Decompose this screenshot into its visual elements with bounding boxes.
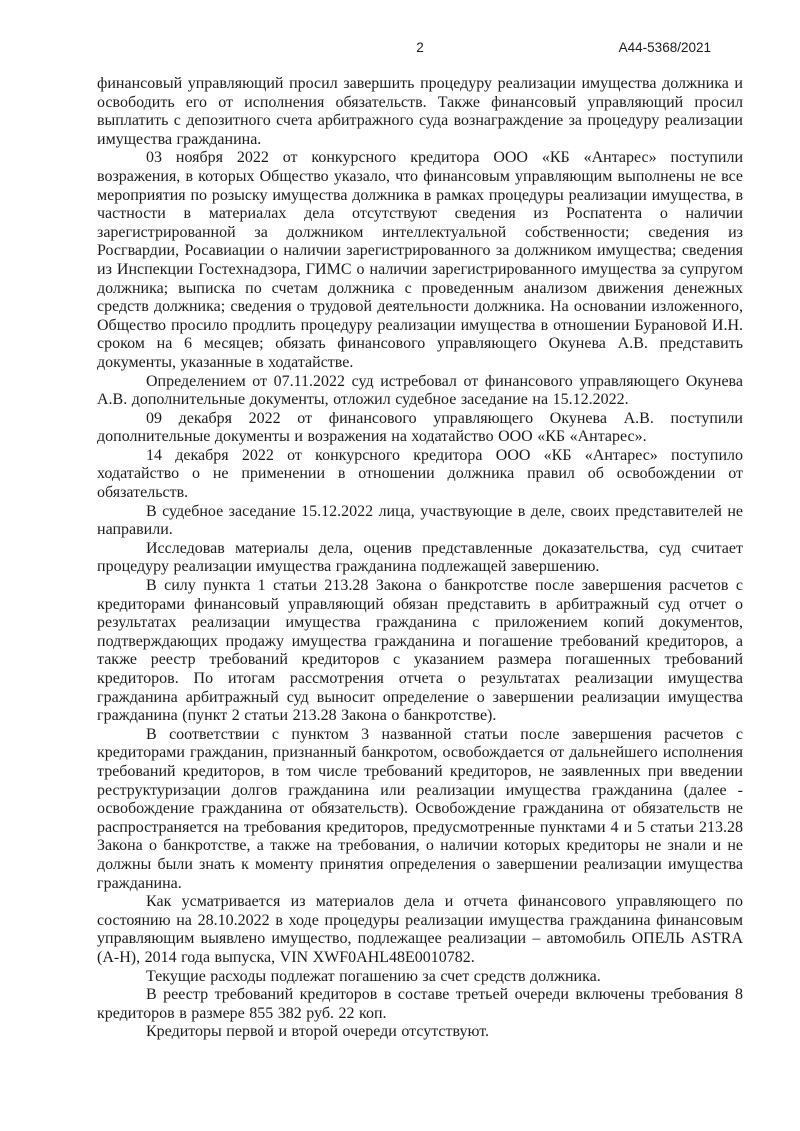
paragraph: Как усматривается из материалов дела и отчета финансового управляющего по состоянию на 28.10.2022 в ходе процедуры реализации имущества гражданина финансовым управляющим выявлено имущество, подлежащее реализации – автомобиль ОПЕЛЬ ASTRA (А-Н), 2014 года выпуска, VIN XWF0AHL48E0010782. — [97, 893, 743, 966]
paragraph: 14 декабря 2022 от конкурсного кредитора ООО «КБ «Антарес» поступило ходатайство о не применении в отношении должника правил об освобождении от обязательств. — [97, 446, 743, 502]
document-body — [97, 75, 743, 1042]
case-number: А44-5368/2021 — [618, 40, 711, 55]
paragraph: В реестр требований кредиторов в составе третьей очереди включены требования 8 кредиторов в размере 855 382 руб. 22 коп. — [97, 986, 743, 1022]
paragraph: 09 декабря 2022 от финансового управляющего Окунева А.В. поступили дополнительные документы и возражения на ходатайство ООО «КБ «Антарес». — [97, 409, 743, 446]
page-header — [97, 40, 743, 56]
paragraph: Определением от 07.11.2022 суд истребовал от финансового управляющего Окунева А.В. дополнительные документы, отложил судебное заседание на 15.12.2022. — [97, 372, 743, 409]
page-number: 2 — [416, 40, 424, 55]
paragraph: 03 ноября 2022 от конкурсного кредитора ООО «КБ «Антарес» поступили возражения, в которых Общество указало, что финансовым управляющим выполнены не все мероприятия по розыску имущества должника в рамках процедуры реализации имущества, в частности в материалах дела отсутствуют сведения из Роспатента о наличии зарегистрированной за должником интеллектуальной собственности; сведения из Росгвардии, Росавиации о наличии зарегистрированного за должником имущества; сведения из Инспекции Гостехнадзора, ГИМС о наличии зарегистрированного имущества за супругом должника; выписка по счетам должника с проведенным анализом движения денежных средств должника; сведения о трудовой деятельности должника. На основании изложенного, Общество просило продлить процедуру реализации имущества в отношении Бурановой И.Н. сроком на 6 месяцев; обязать финансового управляющего Окунева А.В. представить документы, указанные в ходатайстве. — [97, 149, 743, 371]
paragraph: Текущие расходы подлежат погашению за счет средств должника. — [146, 967, 601, 985]
paragraph: Кредиторы первой и второй очереди отсутствуют. — [146, 1023, 490, 1041]
paragraph: В силу пункта 1 статьи 213.28 Закона о банкротстве после завершения расчетов с кредиторами финансовый управляющий обязан представить в арбитражный суд отчет о результатах реализации имущества гражданина с приложением копий документов, подтверждающих продажу имущества гражданина и погашение требований кредиторов, а также реестр требований кредиторов с указанием размера погашенных требований кредиторов. По итогам рассмотрения отчета о результатах реализации имущества гражданина арбитражный суд выносит определение о завершении реализации имущества гражданина (пункт 2 статьи 213.28 Закона о банкротстве). — [97, 577, 743, 725]
paragraph: В соответствии с пунктом 3 названной статьи после завершения расчетов с кредиторами гражданин, признанный банкротом, освобождается от дальнейшего исполнения требований кредиторов, в том числе требований кредиторов, не заявленных при введении реструктуризации долгов гражданина или реализации имущества гражданина (далее - освобождение гражданина от обязательств). Освобождение гражданина от обязательств не распространяется на требования кредиторов, предусмотренные пунктами 4 и 5 статьи 213.28 Закона о банкротстве, а также на требования, о наличии которых кредиторы не знали и не должны были знать к моменту принятия определения о завершении реализации имущества гражданина. — [97, 725, 743, 892]
paragraph: В судебное заседание 15.12.2022 лица, участвующие в деле, своих представителей не направили. — [97, 502, 743, 539]
paragraph: финансовый управляющий просил завершить процедуру реализации имущества должника и освободить его от исполнения обязательств. Также финансовый управляющий просил выплатить с депозитного счета арбитражного суда вознаграждение за процедуру реализации имущества гражданина. — [97, 75, 743, 148]
paragraph: Исследовав материалы дела, оценив представленные доказательства, суд считает процедуру реализации имущества гражданина подлежащей завершению. — [97, 539, 743, 576]
